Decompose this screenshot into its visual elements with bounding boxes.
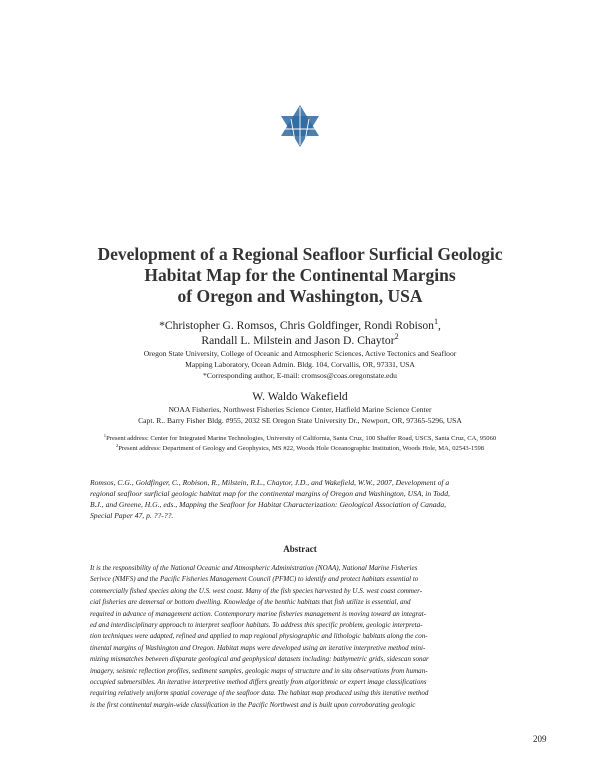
citation-line: Special Paper 47, p. ??-??. [90,511,174,520]
abstract-line: imagery, seismic reflection profiles, sediment samples, geologic maps of structure and in situ observations from human- [90,666,428,675]
abstract-heading: Abstract [283,544,317,554]
second-affiliation [40,404,560,426]
affiliation-marker: 1 [433,317,439,327]
footnote-marker: 2 [115,442,119,448]
abstract-line: mizing mismatches between disparate geological and geophysical datasets including: bathymetric grids, sidescan sonar [90,655,429,664]
abstract-line: is the first continental margin-wide classification in the Pacific Northwest and is built upon corroborating geologic [90,700,416,709]
author-line [40,318,560,333]
abstract-line: requiring relatively uniform spatial coverage of the seafloor data. The habitat map produced using this iterative method [90,689,429,698]
author-names: Randall L. Milstein and Jason D. Chaytor [201,334,395,347]
abstract-line: tinental margins of Washington and Oregon. Habitat maps were developed using an iterative interpretive method mini- [90,643,426,652]
abstract-line: ed and interdisciplinary approach to interpret seafloor habitats. To address this specific problem, geologic interpreta- [90,621,423,630]
author-separator: , [438,319,441,332]
present-address-text: Present address: Department of Geology and Geophysics, MS #22, Woods Hole Oceanographic Institution, Woods Hole, MA, 02543-1598 [118,445,485,452]
second-author: W. Waldo Wakefield [252,390,348,403]
author-names: *Christopher G. Romsos, Chris Goldfinger, Rondi Robison [159,319,434,332]
affiliation-line: *Corresponding author, E-mail: cromsos@coas.oregonstate.edu [203,371,397,380]
title-line: Habitat Map for the Continental Margins [144,265,456,285]
present-addresses [30,434,570,454]
affiliation-line: Oregon State University, College of Oceanic and Atmospheric Sciences, Active Tectonics and Seafloor [143,349,457,358]
abstract-body [90,563,512,711]
abstract-line: tion techniques were adapted, refined and applied to map regional physiographic and lithologic habitats along the con- [90,632,428,641]
affiliation-line: Mapping Laboratory, Ocean Admin. Bldg. 104, Corvallis, OR, 97331, USA [185,360,415,369]
author-line [40,333,560,348]
citation-line: Romsos, C.G., Goldfinger, C., Robison, R., Milstein, R.L., Chaytor, J.D., and Wakefield, W.W., 2007, Development of a [90,478,450,487]
citation-line: B.J., and Greene, H.G., eds., Mapping the Seafloor for Habitat Characterization: Geological Association of Canada, [90,500,447,509]
title-line: of Oregon and Washington, USA [177,286,423,306]
footnote-marker: 1 [103,432,107,438]
abstract-line: required in advance of management action. Contemporary marine fisheries management is moving toward an integrat- [90,609,427,618]
abstract-line: occupied submersibles. An iterative interpretive method differs greatly from algorithmic or expert image classifications [90,678,427,687]
present-address-text: Present address: Center for Integrated Marine Technologies, University of California, Santa Cruz, 100 Shaffer Road, USCS, Santa Cruz, CA, 95060 [106,435,497,442]
affiliation-line: Capt. R.. Barry Fisher Bldg. #955, 2032 SE Oregon State University Dr., Newport, OR, 97365-5296, USA [138,416,462,425]
star-logo-icon [281,105,319,147]
citation-line: regional seafloor surficial geologic habitat map for the continental margins of Oregon and Washington, USA, in Todd, [90,489,450,498]
citation [90,477,510,521]
page-number: 209 [533,734,547,744]
present-address [30,434,570,444]
abstract-line: Serivce (NMFS) and the Pacific Fisheries Management Council (PFMC) to identify and protect habitats essential to [90,575,419,584]
affiliation-marker: 2 [394,332,399,342]
author-list [40,318,560,348]
affiliation-line: NOAA Fisheries, Northwest Fisheries Science Center, Hatfield Marine Science Center [168,405,432,414]
abstract-line: It is the responsibility of the National Oceanic and Atmospheric Administration (NOAA), National Marine Fisheries [90,564,418,572]
abstract-line: commercially fished species along the U.S. west coast. Many of the fish species harvested by U.S. west coast commer- [90,586,423,595]
paper-title [40,244,560,307]
title-line: Development of a Regional Seafloor Surficial Geologic [97,244,503,264]
affiliation [40,348,560,381]
abstract-line: cial fisheries are demersal or bottom dwelling. Knowledge of the benthic habitats that fish utilize is essential, and [90,598,411,607]
present-address [30,444,570,454]
